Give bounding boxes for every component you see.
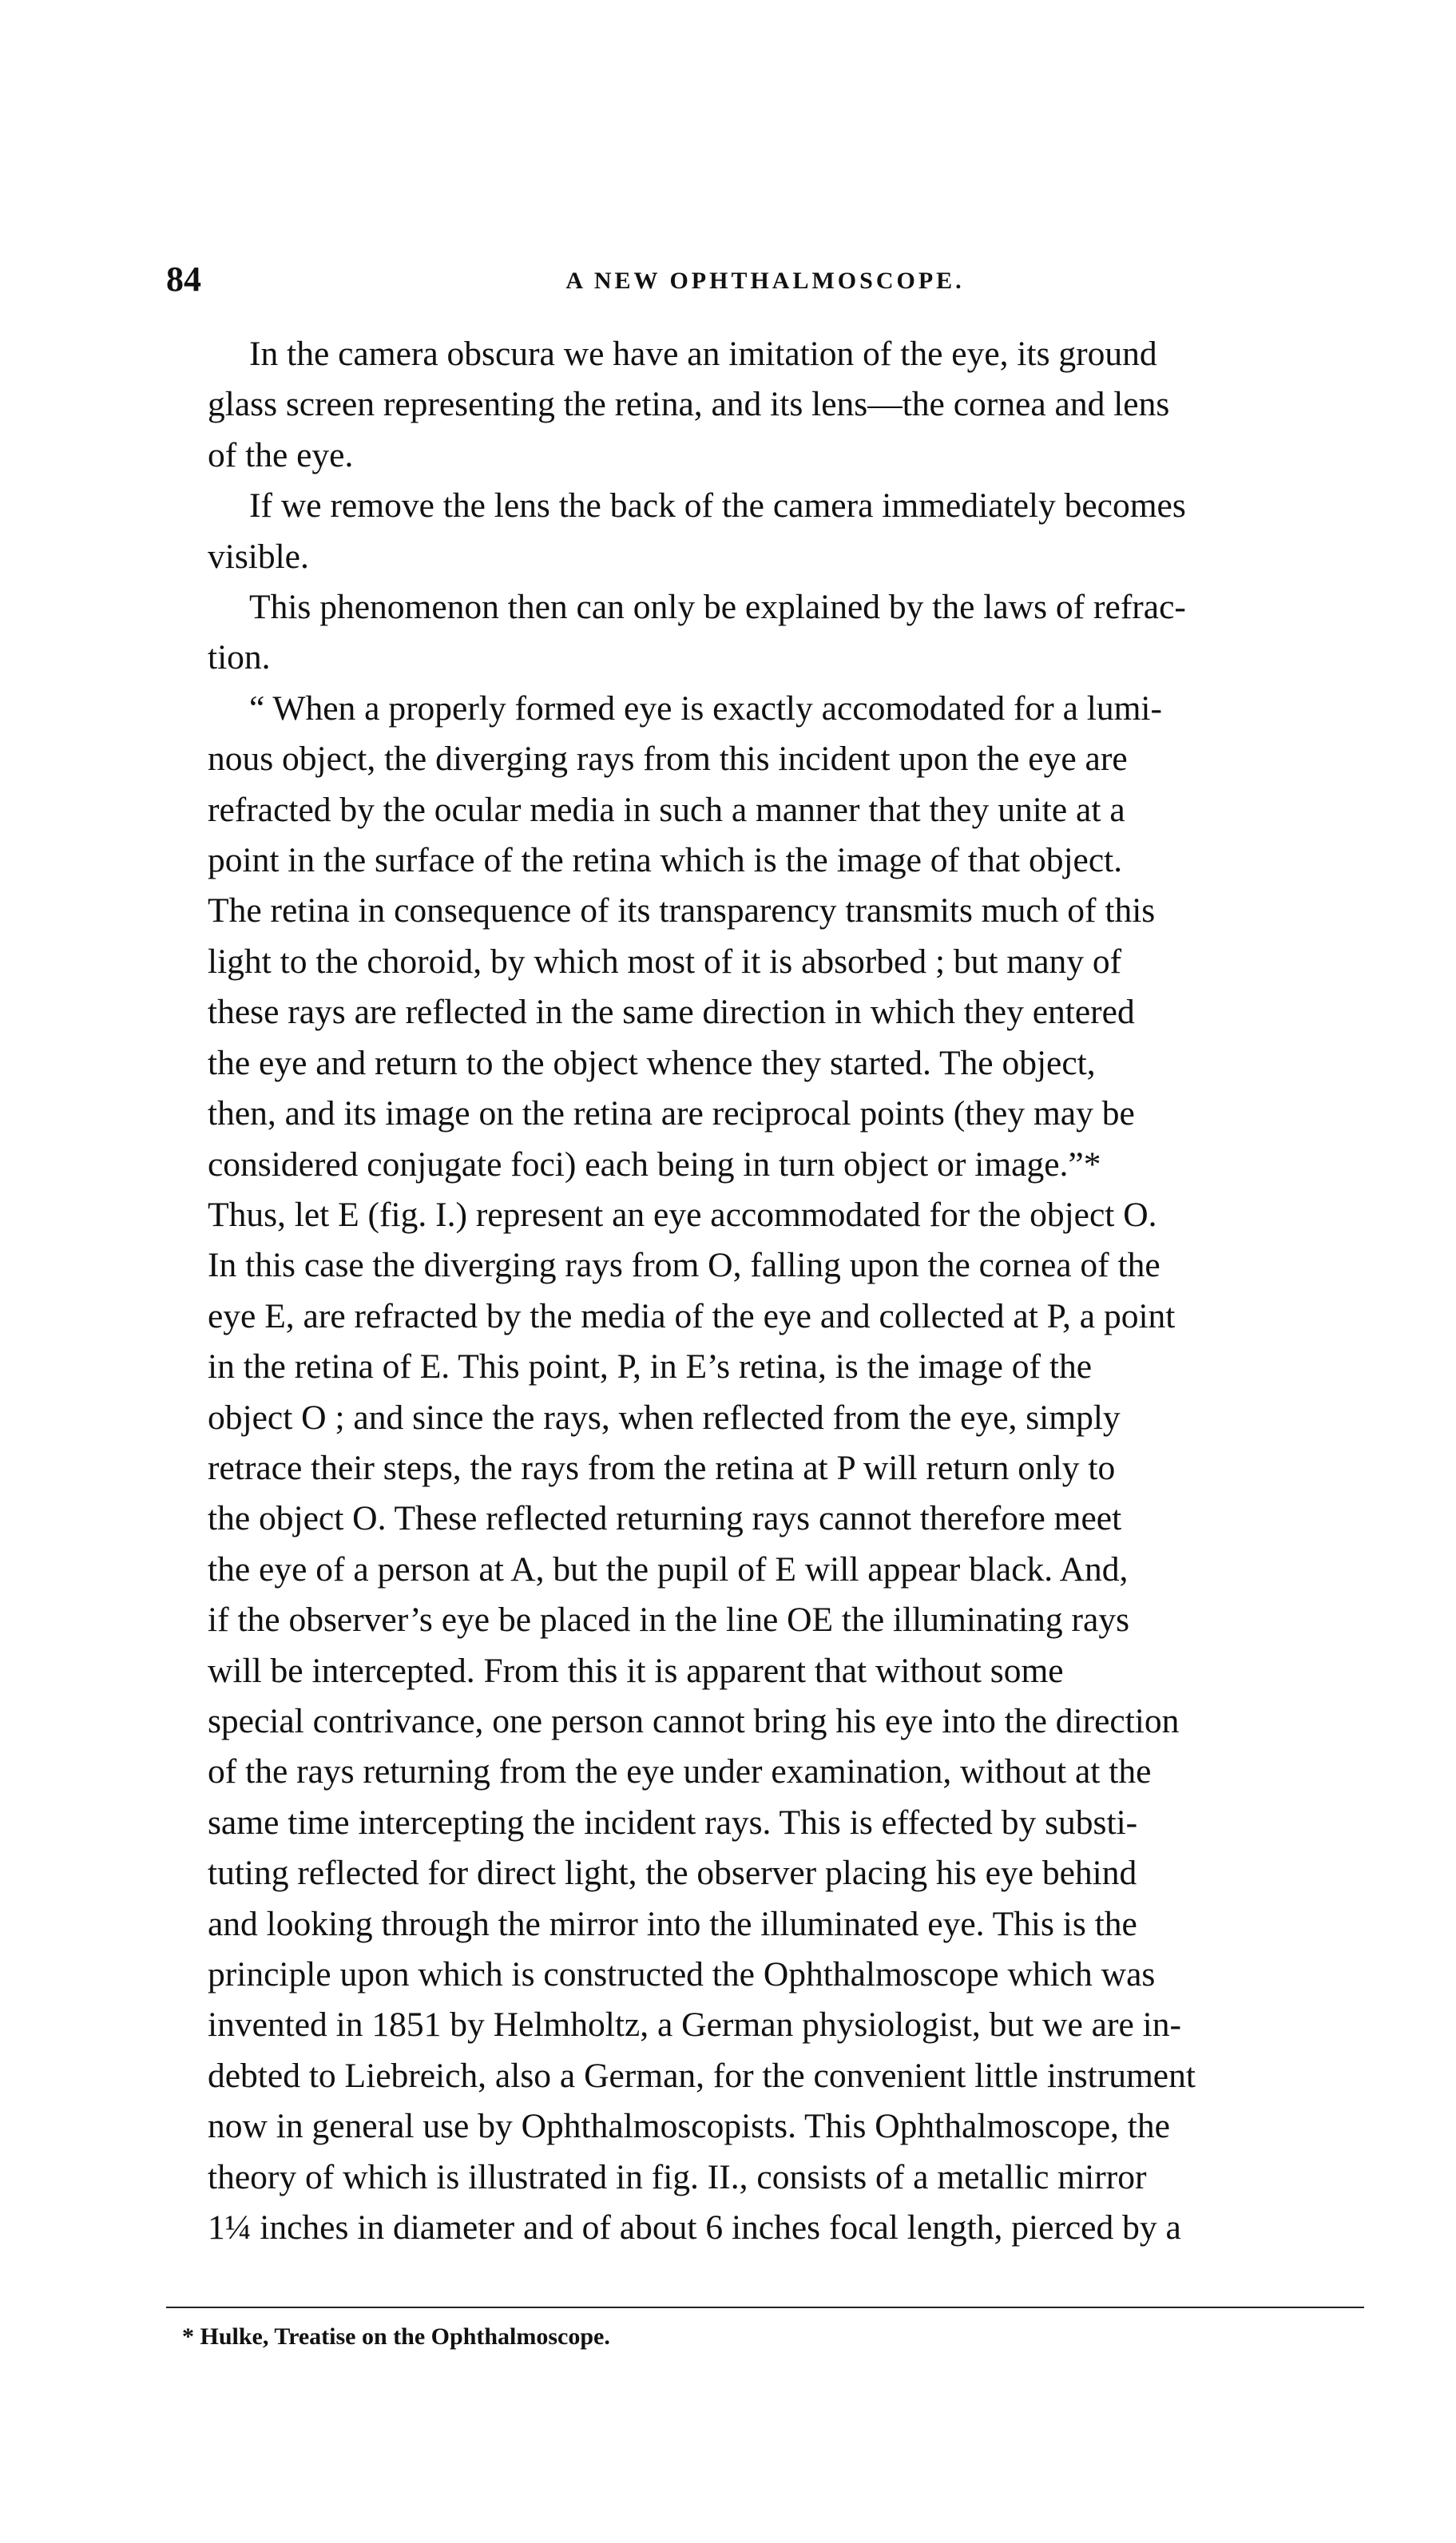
text-line: “ When a properly formed eye is exactly accomodated for a lumi- <box>249 688 1163 728</box>
text-line: point in the surface of the retina which is the image of that object. <box>208 841 1123 880</box>
text-line: these rays are reflected in the same direction in which they entered <box>208 993 1135 1032</box>
text-line: special contrivance, one person cannot bring his eye into the direction <box>208 1701 1180 1740</box>
text-line: 1¼ inches in diameter and of about 6 inches focal length, pierced by a <box>208 2208 1181 2247</box>
text-line: invented in 1851 by Helmholtz, a German physiologist, but we are in- <box>208 2005 1181 2045</box>
text-line: principle upon which is constructed the Ophthalmoscope which was <box>208 1955 1156 1994</box>
text-line: retrace their steps, the rays from the retina at P will return only to <box>208 1448 1116 1487</box>
paragraph-camera-obscura <box>166 329 1364 481</box>
text-line: same time intercepting the incident rays. This is effected by substi- <box>208 1803 1138 1842</box>
text-line: eye E, are refracted by the media of the eye and collected at P, a point <box>208 1296 1176 1335</box>
text-line: This phenomenon then can only be explained by the laws of refrac- <box>249 588 1186 627</box>
running-head <box>166 256 1364 303</box>
text-line: tion. <box>208 638 271 677</box>
text-line: and looking through the mirror into the illuminated eye. This is the <box>208 1904 1137 1943</box>
paragraph-refraction <box>166 582 1364 684</box>
text-line: now in general use by Ophthalmoscopists. This Ophthalmoscope, the <box>208 2107 1170 2146</box>
text-line: refracted by the ocular media in such a manner that they unite at a <box>208 790 1125 829</box>
text-line: considered conjugate foci) each being in turn object or image.”* <box>208 1145 1101 1184</box>
footnote-divider <box>166 2307 1364 2308</box>
text-line: visible. <box>208 537 309 576</box>
text-line: the object O. These reflected returning rays cannot therefore meet <box>208 1499 1122 1538</box>
text-line: nous object, the diverging rays from this incident upon the eye are <box>208 740 1128 779</box>
text-line: In the camera obscura we have an imitation of the eye, its ground <box>249 335 1157 373</box>
paragraph-quotation <box>166 684 1364 2254</box>
text-line: debted to Liebreich, also a German, for the convenient little instrument <box>208 2056 1196 2095</box>
running-title: A NEW OPHTHALMOSCOPE. <box>565 268 965 294</box>
text-line: object O ; and since the rays, when reflected from the eye, simply <box>208 1398 1121 1437</box>
text-line: if the observer’s eye be placed in the line OE the illuminating rays <box>208 1601 1130 1640</box>
text-line: the eye of a person at A, but the pupil of E will appear black. And, <box>208 1549 1129 1589</box>
text-line: theory of which is illustrated in fig. II., consists of a metallic mirror <box>208 2157 1147 2196</box>
text-line: Thus, let E (fig. I.) represent an eye accommodated for the object O. <box>208 1195 1157 1234</box>
page-number: 84 <box>166 260 201 299</box>
text-line: glass screen representing the retina, and its lens—the cornea and lens <box>208 385 1170 424</box>
footnote: * Hulke, Treatise on the Ophthalmoscope. <box>182 2323 610 2350</box>
text-line: The retina in consequence of its transparency transmits much of this <box>208 891 1156 930</box>
text-line: will be intercepted. From this it is apparent that without some <box>208 1651 1064 1690</box>
text-line: in the retina of E. This point, P, in E’s retina, is the image of the <box>208 1347 1093 1387</box>
text-line: If we remove the lens the back of the camera immediately becomes <box>249 486 1186 526</box>
text-line: the eye and return to the object whence they started. The object, <box>208 1043 1096 1082</box>
text-line: of the eye. <box>208 435 354 474</box>
text-line: light to the choroid, by which most of it is absorbed ; but many of <box>208 942 1122 981</box>
text-line: tuting reflected for direct light, the observer placing his eye behind <box>208 1854 1137 1893</box>
paragraph-remove-lens <box>166 481 1364 582</box>
text-line: of the rays returning from the eye under examination, without at the <box>208 1752 1152 1791</box>
text-line: then, and its image on the retina are reciprocal points (they may be <box>208 1094 1135 1133</box>
body-text <box>166 329 1364 2253</box>
text-line: In this case the diverging rays from O, falling upon the cornea of the <box>208 1246 1160 1285</box>
